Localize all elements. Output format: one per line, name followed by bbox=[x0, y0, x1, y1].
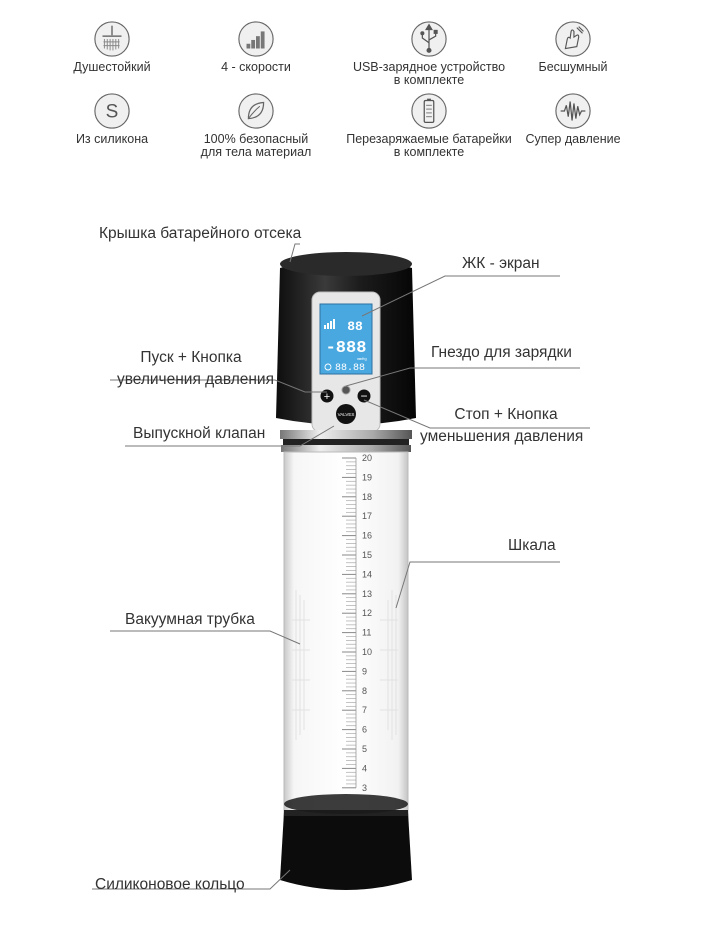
shower-icon bbox=[93, 20, 131, 58]
feature-label: Супер давление bbox=[525, 132, 621, 146]
feature-label: 100% безопасный для тела материал bbox=[200, 132, 312, 159]
silicone-ring bbox=[280, 812, 412, 890]
silent-hand-icon bbox=[554, 20, 592, 58]
callout-release-valve: Выпускной клапан bbox=[133, 425, 266, 442]
lcd-timer-readout: 88.88 bbox=[334, 363, 366, 374]
callout-stop-button: Стоп + Кнопка уменьшения давления bbox=[420, 406, 584, 445]
scale-number: 11 bbox=[362, 627, 372, 638]
leaf-icon bbox=[237, 92, 275, 130]
scale-number: 13 bbox=[362, 588, 373, 599]
scale-number: 16 bbox=[362, 530, 373, 541]
callout-charging-port: Гнездо для зарядки bbox=[431, 344, 572, 361]
usb-icon bbox=[410, 20, 448, 58]
chrome-ring bbox=[280, 430, 412, 439]
feature-silent bbox=[488, 20, 658, 74]
feature-label: Бесшумный bbox=[538, 60, 608, 74]
svg-text:S: S bbox=[105, 101, 119, 123]
scale-number: 19 bbox=[362, 472, 373, 483]
silicone-s-icon bbox=[93, 92, 131, 130]
feature-label: USB-зарядное устройство в комплекте bbox=[352, 60, 506, 87]
scale-number: 12 bbox=[362, 608, 373, 619]
feature-label: Из силикона bbox=[75, 132, 149, 146]
cap-top bbox=[280, 252, 412, 276]
scale-number: 7 bbox=[362, 705, 368, 716]
scale-number: 15 bbox=[362, 550, 373, 560]
valve-label: VALVES bbox=[337, 412, 355, 417]
feature-super-pressure bbox=[488, 92, 658, 146]
scale-number: 5 bbox=[362, 744, 368, 754]
lcd-speed-readout: 88 bbox=[347, 319, 363, 334]
speed-bars-icon bbox=[237, 20, 275, 58]
cap-collar bbox=[283, 439, 409, 445]
feature-body-safe bbox=[171, 92, 341, 159]
scale-number: 8 bbox=[362, 685, 368, 696]
minus-icon: − bbox=[360, 389, 368, 403]
callout-lcd-screen: ЖК - экран bbox=[462, 255, 540, 272]
plus-icon: + bbox=[323, 391, 331, 403]
battery-icon bbox=[410, 92, 448, 130]
feature-label: Душестойкий bbox=[73, 60, 151, 74]
lcd-unit: mmHg bbox=[357, 358, 367, 362]
feature-label: 4 - скорости bbox=[221, 60, 291, 74]
callout-vacuum-tube: Вакуумная трубка bbox=[125, 611, 255, 628]
pump-illustration bbox=[0, 200, 705, 937]
tube-base-shadow bbox=[284, 794, 408, 814]
scale-number: 3 bbox=[362, 782, 368, 793]
charging-port bbox=[342, 386, 350, 394]
callout-start-button: Пуск + Кнопка увеличения давления bbox=[116, 349, 274, 388]
scale-number: 14 bbox=[362, 569, 373, 580]
callout-silicone-ring: Силиконовое кольцо bbox=[95, 876, 245, 893]
callout-battery-cover: Крышка батарейного отсека bbox=[99, 225, 302, 242]
pressure-wave-icon bbox=[554, 92, 592, 130]
scale-number: 4 bbox=[362, 763, 368, 774]
feature-speeds bbox=[171, 20, 341, 74]
scale-number: 10 bbox=[362, 647, 373, 657]
scale-number: 6 bbox=[362, 724, 368, 735]
callout-scale: Шкала bbox=[508, 537, 556, 554]
scale-number: 9 bbox=[362, 666, 368, 677]
scale-number: 18 bbox=[362, 491, 373, 502]
scale-number: 17 bbox=[362, 511, 373, 522]
scale-number: 20 bbox=[362, 453, 373, 463]
feature-label: Перезаряжаемые батарейки в комплекте bbox=[346, 132, 512, 159]
lcd-pressure-readout: -888 bbox=[325, 339, 367, 358]
